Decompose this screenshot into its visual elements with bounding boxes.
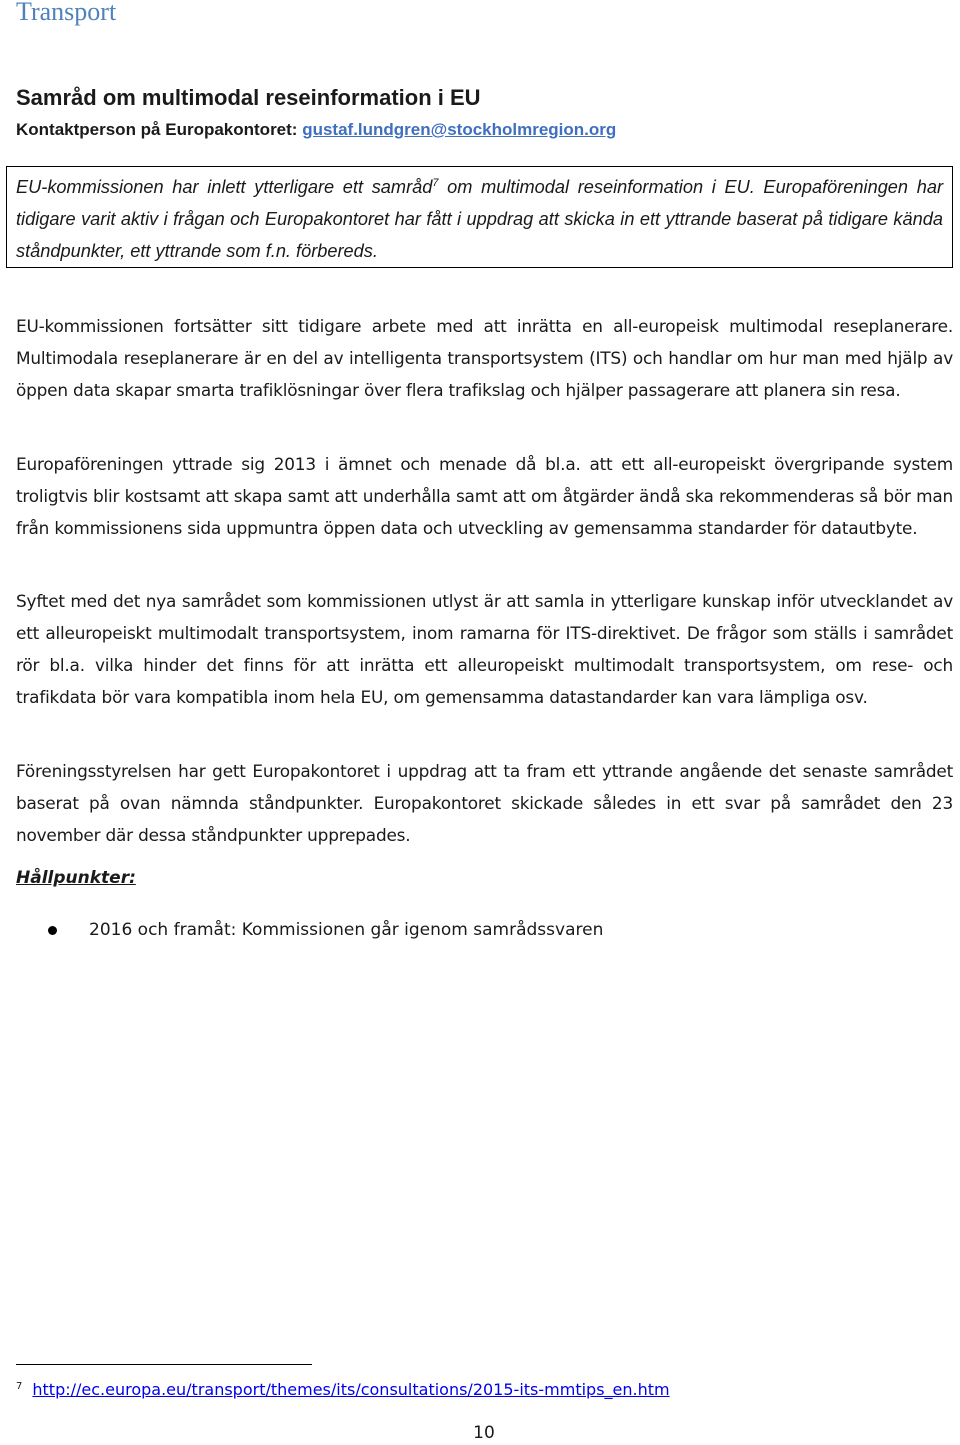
footnote-ref[interactable]: 7 [432,176,439,189]
footnote [16,1375,670,1402]
page-number: 10 [473,1423,495,1443]
footnote-number: 7 [16,1381,23,1392]
contact-line [16,118,616,142]
contact-email-link[interactable]: gustaf.lundgren@stockholmregion.org [302,120,617,139]
article-heading: Samråd om multimodal reseinformation i EU [16,85,481,110]
list-item-text: 2016 och framåt: Kommissionen går igenom samrådssvaren [89,920,604,940]
footnote-divider [16,1364,312,1365]
summary-box [6,166,953,268]
footnote-link[interactable]: http://ec.europa.eu/transport/themes/its/consultations/2015-its-mmtips_en.htm [32,1380,670,1399]
summary-text-after: om multimodal reseinformation i EU. Europaföreningen har tidigare varit aktiv i frågan och Europakontoret har fått i uppdrag att skicka in ett yttrande baserat på tidigare kända ståndpunkter, ett yttrande som f.n. förbereds. [16,177,943,261]
contact-label: Kontaktperson på Europakontoret: [16,120,303,139]
paragraph-2: Europaföreningen yttrade sig 2013 i ämnet och menade då bl.a. att ett all-europeiskt övergripande system troligtvis blir kostsamt att skapa samt att underhålla samt att om åtgärder ändå ska rekommenderas så bör man från kommissionens sida uppmuntra öppen data och utveckling av gemensamma standarder för datautbyte. [16,454,953,538]
paragraph-4: Föreningsstyrelsen har gett Europakontoret i uppdrag att ta fram ett yttrande angående det senaste samrådet baserat på ovan nämnda ståndpunkter. Europakontoret skickade således in ett svar på samrådet den 23 november där dessa ståndpunkter upprepades. [16,761,953,845]
list-item [48,914,603,946]
paragraph-3: Syftet med det nya samrådet som kommissionen utlyst är att samla in ytterligare kunskap inför utvecklandet av ett alleuropeiskt multimodalt transportsystem, inom ramarna för ITS-direktivet. De frågor som ställs i samrådet rör bl.a. vilka hinder det finns för att inrätta ett alleuropeiskt multimodalt transportsystem, om rese- och trafikdata bör vara kompatibla inom hela EU, om gemensamma datastandarder kan vara lämpliga osv. [16,591,953,707]
key-points-heading: Hållpunkter: [16,868,136,888]
section-title: Transport [16,0,117,26]
summary-text-before: EU-kommissionen har inlett ytterligare ett samråd [16,177,433,197]
paragraph-1: EU-kommissionen fortsätter sitt tidigare arbete med att inrätta en all-europeisk multimodal reseplanerare. Multimodala reseplanerare är en del av intelligenta transportsystem (ITS) och handlar om hur man med hjälp av öppen data skapar smarta trafiklösningar över flera trafikslag och hjälper passagerare att planera sin resa. [16,316,953,400]
bullet-icon [48,926,57,935]
